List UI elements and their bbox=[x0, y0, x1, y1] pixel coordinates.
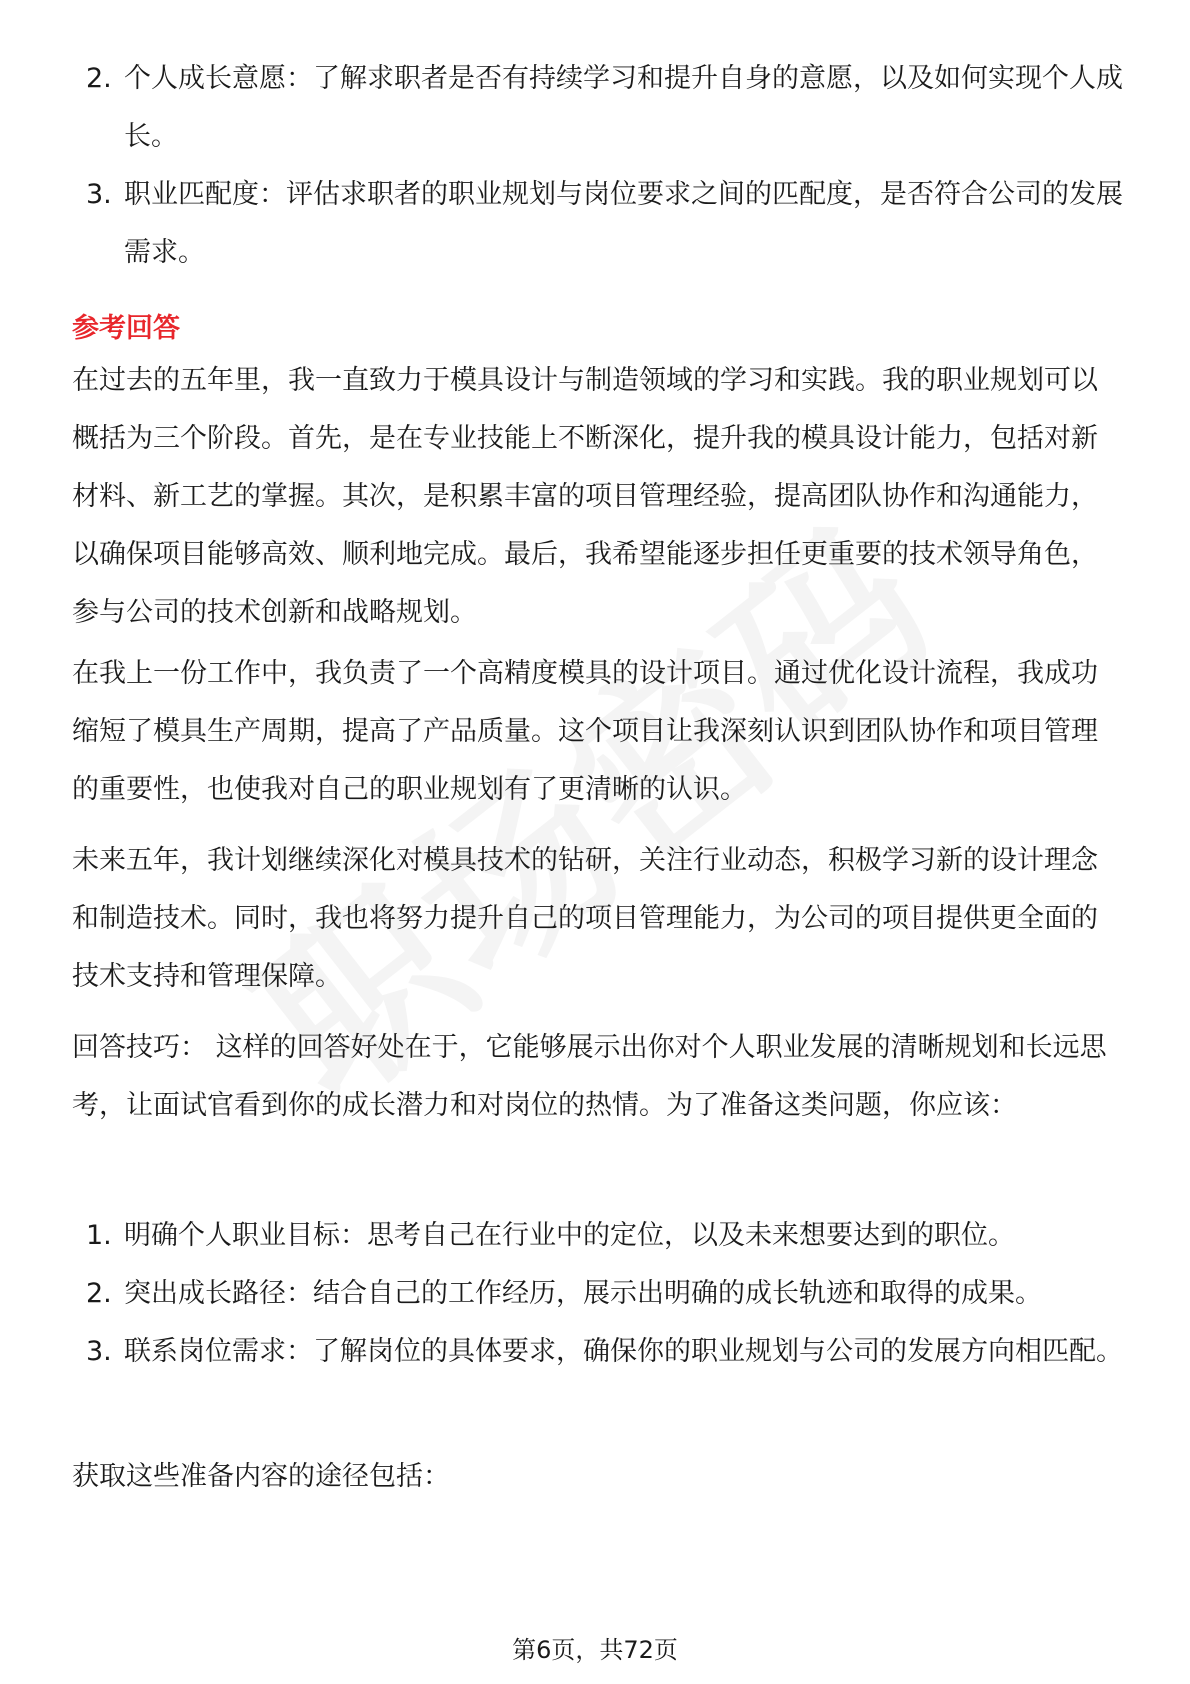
list-number: 3. bbox=[86, 179, 112, 210]
tips-list bbox=[72, 1207, 1124, 1381]
list-item bbox=[72, 1323, 1124, 1381]
tips-paragraph: 回答技巧： 这样的回答好处在于，它能够展示出你对个人职业发展的清晰规划和长远思考，让面试官看到你的成长潜力和对岗位的热情。为了准备这类问题，你应该： bbox=[72, 1032, 1107, 1121]
list-number: 2. bbox=[86, 63, 112, 94]
list-number: 3. bbox=[86, 1336, 112, 1367]
list-number: 1. bbox=[86, 1220, 112, 1251]
list-number: 2. bbox=[86, 1278, 112, 1309]
answer-paragraph-2: 在我上一份工作中，我负责了一个高精度模具的设计项目。通过优化设计流程，我成功缩短了模具生产周期，提高了产品质量。这个项目让我深刻认识到团队协作和项目管理的重要性，也使我对自己的职业规划有了更清晰的认识。 bbox=[72, 658, 1098, 805]
list-text: 职业匹配度：评估求职者的职业规划与岗位要求之间的匹配度，是否符合公司的发展需求。 bbox=[124, 179, 1123, 268]
list-item bbox=[72, 1265, 1124, 1323]
list-text: 明确个人职业目标：思考自己在行业中的定位，以及未来想要达到的职位。 bbox=[124, 1220, 1015, 1251]
list-text: 联系岗位需求：了解岗位的具体要求，确保你的职业规划与公司的发展方向相匹配。 bbox=[124, 1336, 1123, 1367]
criteria-list bbox=[72, 50, 1124, 282]
answer-paragraph-1: 在过去的五年里，我一直致力于模具设计与制造领域的学习和实践。我的职业规划可以概括为三个阶段。首先，是在专业技能上不断深化，提升我的模具设计能力，包括对新材料、新工艺的掌握。其次，是积累丰富的项目管理经验，提高团队协作和沟通能力，以确保项目能够高效、顺利地完成。最后，我希望能逐步担任更重要的技术领导角色，参与公司的技术创新和战略规划。 bbox=[72, 365, 1098, 628]
list-item bbox=[72, 1207, 1124, 1265]
closing-line: 获取这些准备内容的途径包括： bbox=[72, 1461, 450, 1492]
answer-paragraph-3: 未来五年，我计划继续深化对模具技术的钻研，关注行业动态，积极学习新的设计理念和制造技术。同时，我也将努力提升自己的项目管理能力，为公司的项目提供更全面的技术支持和管理保障。 bbox=[72, 845, 1098, 992]
list-item bbox=[72, 166, 1124, 282]
list-item bbox=[72, 50, 1124, 166]
list-text: 突出成长路径：结合自己的工作经历，展示出明确的成长轨迹和取得的成果。 bbox=[124, 1278, 1042, 1309]
section-heading: 参考回答 bbox=[72, 313, 180, 344]
page-number-footer: 第6页，共72页 bbox=[512, 1636, 678, 1664]
list-text: 个人成长意愿：了解求职者是否有持续学习和提升自身的意愿，以及如何实现个人成长。 bbox=[124, 63, 1123, 152]
